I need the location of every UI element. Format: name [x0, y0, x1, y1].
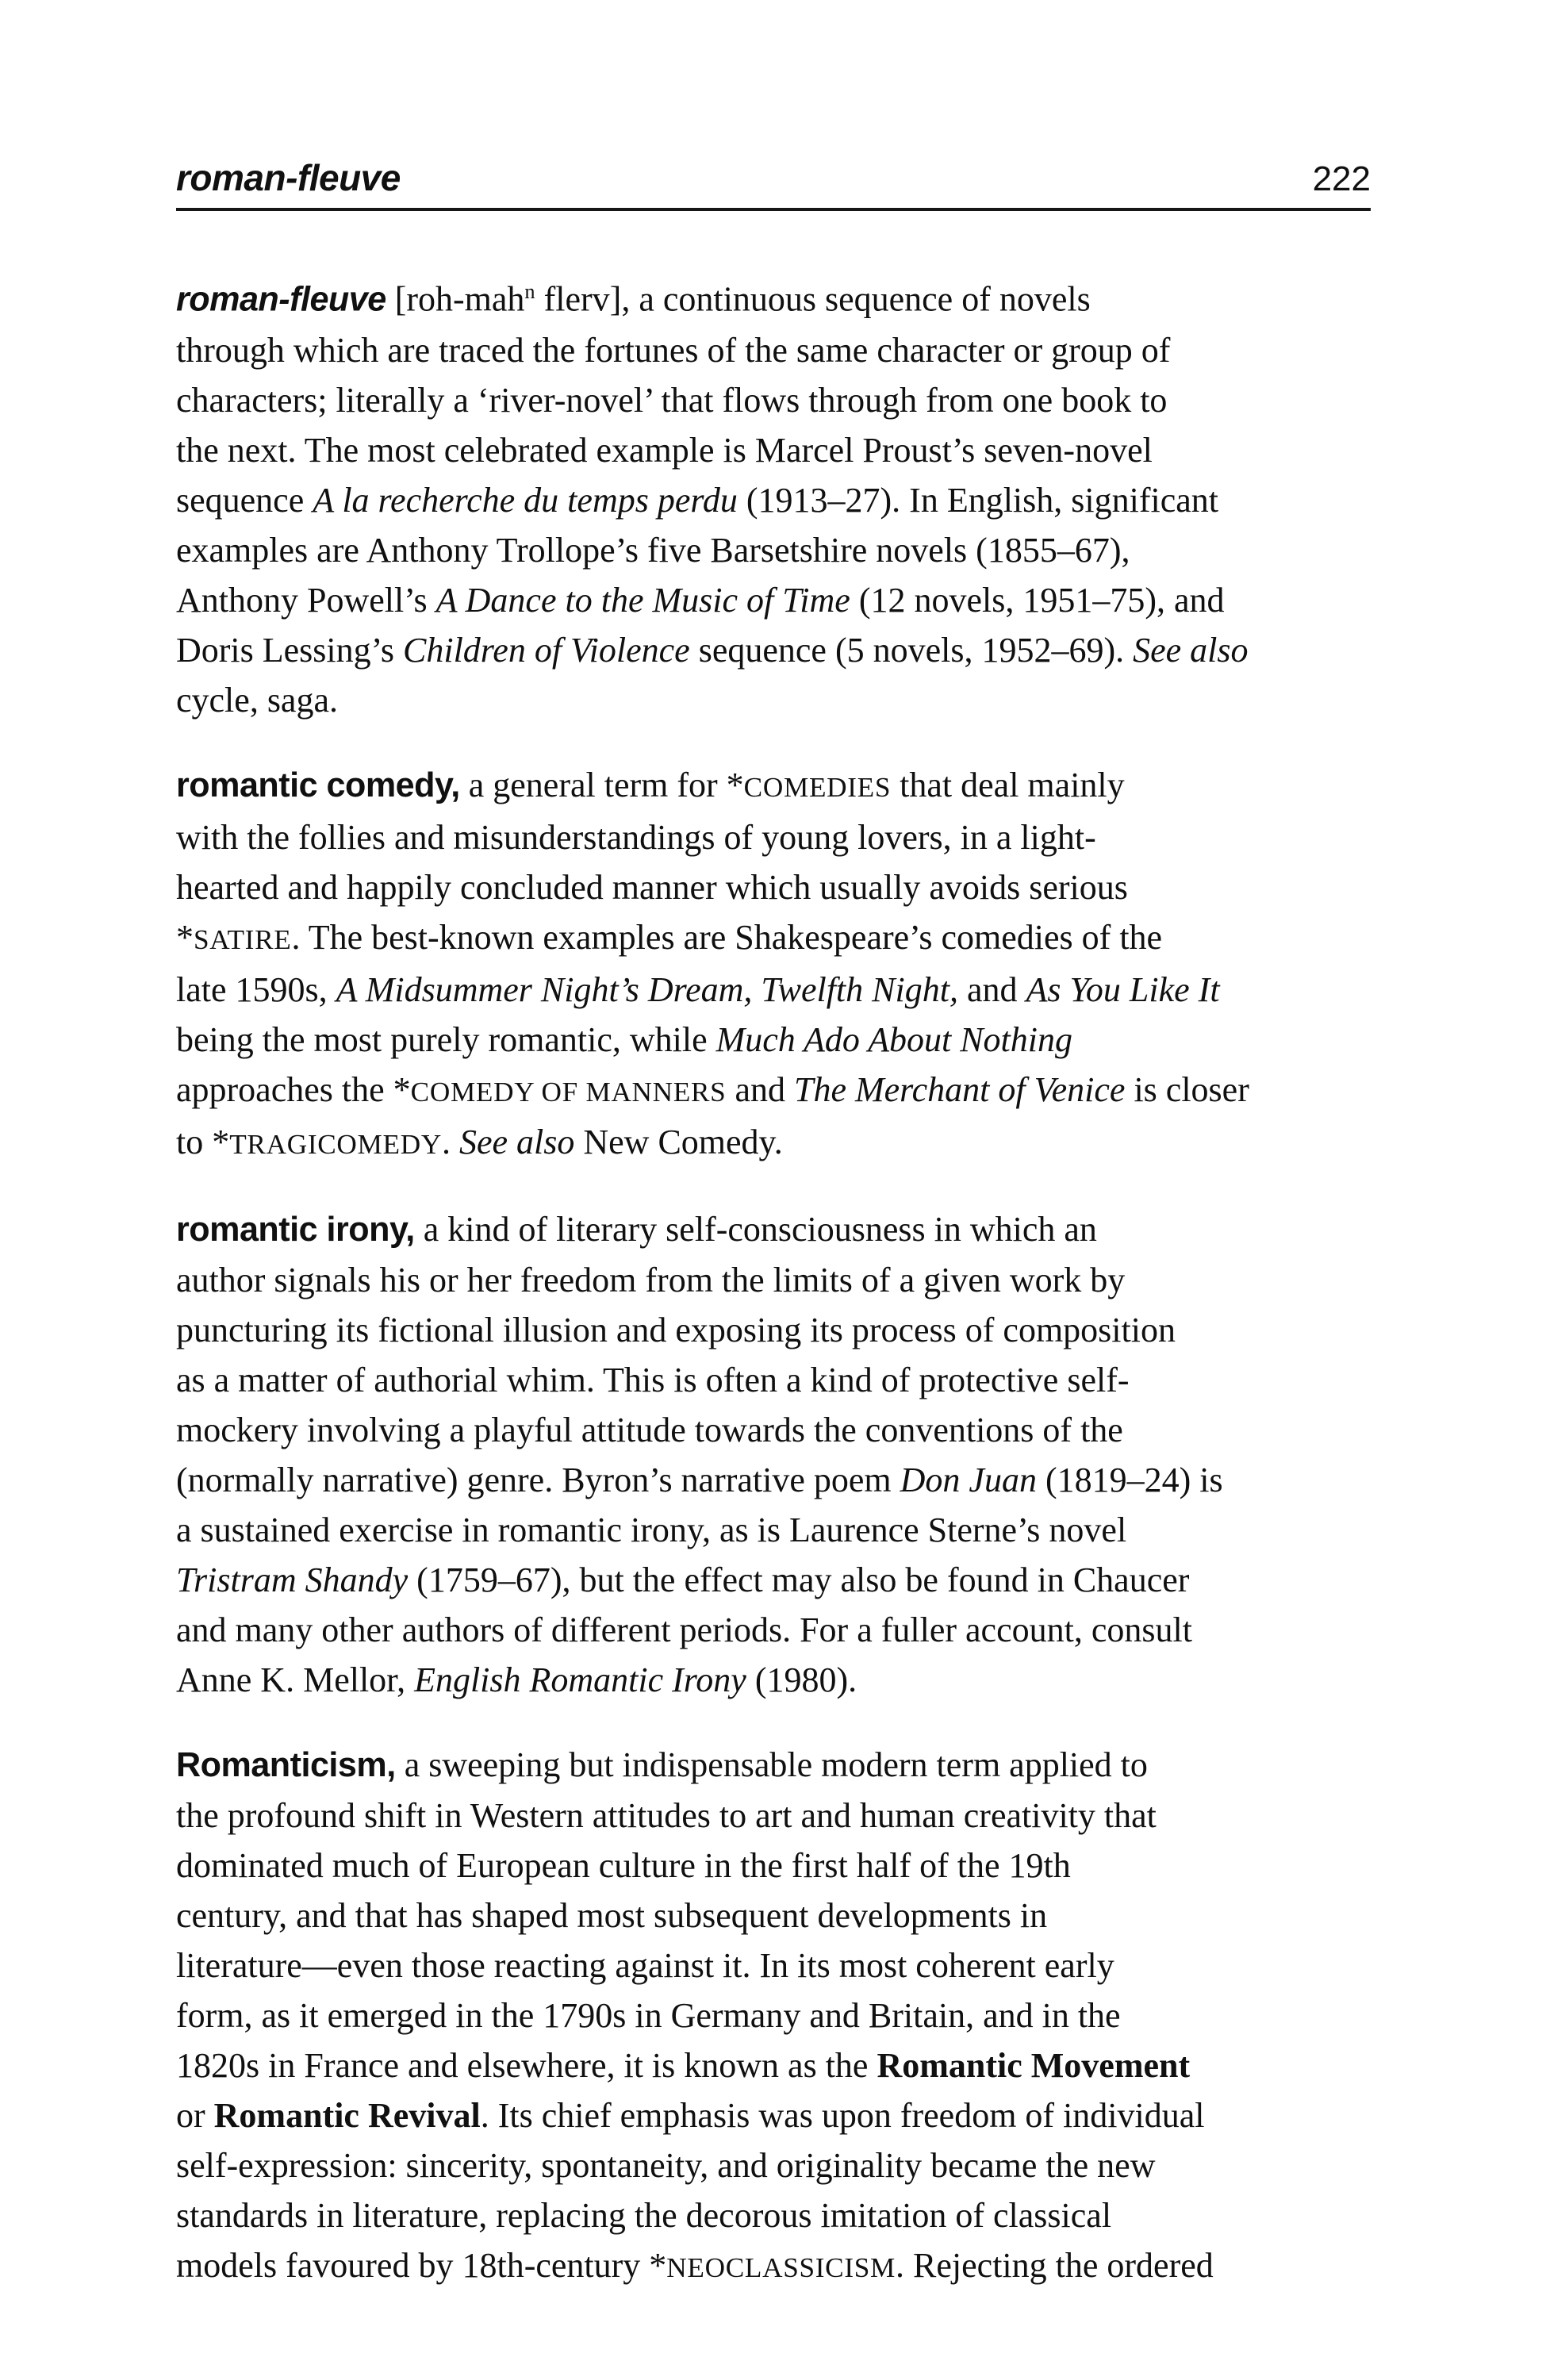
- dictionary-page: [176, 156, 1371, 2293]
- text-line: [176, 812, 1371, 862]
- text-run: or: [176, 2095, 214, 2135]
- text-run-sc: COMEDY OF MANNERS: [410, 1076, 727, 1107]
- text-run: is closer: [1125, 1069, 1249, 1109]
- text-line: [176, 1655, 1371, 1705]
- text-line: [176, 1990, 1371, 2040]
- text-line: [176, 2190, 1371, 2240]
- text-run: flerv], a continuous sequence of novels: [535, 279, 1091, 319]
- text-run-i: Children of Violence: [403, 630, 690, 670]
- text-line: [176, 525, 1371, 575]
- entry-romantic-comedy: [176, 760, 1371, 1169]
- entry-romanticism: [176, 1740, 1371, 2293]
- text-run-i: Much Ado About Nothing: [715, 1019, 1072, 1059]
- text-run: . Its chief emphasis was upon freedom of individual: [480, 2095, 1205, 2135]
- text-run: and: [957, 969, 1026, 1009]
- text-run: [roh-mah: [386, 279, 525, 319]
- text-line: [176, 1255, 1371, 1305]
- text-line: [176, 1505, 1371, 1555]
- text-run-i: Tristram Shandy: [176, 1560, 409, 1599]
- text-run: (1980).: [746, 1660, 857, 1699]
- text-run-hw: romantic irony,: [176, 1210, 415, 1249]
- text-run: and many other authors of different periods. For a fuller account, consult: [176, 1610, 1192, 1649]
- text-run: dominated much of European culture in the first half of the 19th: [176, 1845, 1071, 1885]
- text-run: . The best-known examples are Shakespeare’s comedies of the: [291, 917, 1163, 957]
- text-run: hearted and happily concluded manner which usually avoids serious: [176, 867, 1128, 907]
- text-run: (normally narrative) genre. Byron’s narrative poem: [176, 1460, 900, 1499]
- text-run-hw: Romanticism,: [176, 1745, 396, 1784]
- running-header-title: roman-fleuve: [176, 157, 401, 198]
- text-run: (1913–27). In English, significant: [737, 480, 1218, 520]
- text-run: standards in literature, replacing the decorous imitation of classical: [176, 2195, 1112, 2235]
- text-run: mockery involving a playful attitude towards the conventions of the: [176, 1410, 1123, 1449]
- text-run: the profound shift in Western attitudes to art and human creativity that: [176, 1795, 1157, 1835]
- text-run: Anthony Powell’s: [176, 580, 436, 620]
- text-line: [176, 1940, 1371, 1990]
- text-run: a kind of literary self-consciousness in which an: [414, 1209, 1097, 1249]
- entries: [176, 267, 1371, 2293]
- text-run: New Comedy.: [574, 1122, 783, 1161]
- text-run: with the follies and misunderstandings of young lovers, in a light-: [176, 817, 1096, 857]
- text-run-sc: TRAGICOMEDY: [229, 1128, 442, 1160]
- text-line: [176, 1305, 1371, 1355]
- text-run-b: Romantic Revival: [213, 2095, 481, 2135]
- text-run: (1759–67), but the effect may also be found in Chaucer: [408, 1560, 1190, 1599]
- text-run: through which are traced the fortunes of the same character or group of: [176, 330, 1171, 370]
- text-run: sequence: [176, 480, 313, 520]
- text-run: the next. The most celebrated example is Marcel Proust’s seven-novel: [176, 430, 1153, 470]
- entry-roman-fleuve: [176, 267, 1371, 725]
- text-run: puncturing its fictional illusion and exposing its process of composition: [176, 1310, 1176, 1349]
- entry-romantic-irony: [176, 1204, 1371, 1705]
- text-run: cycle, saga.: [176, 680, 338, 720]
- text-run: examples are Anthony Trollope’s five Barsetshire novels (1855–67),: [176, 530, 1130, 570]
- text-run: to *: [176, 1122, 230, 1161]
- text-line: [176, 965, 1371, 1015]
- text-line: [176, 1605, 1371, 1655]
- text-line: [176, 267, 1371, 325]
- text-run: approaches the *: [176, 1069, 411, 1109]
- text-line: [176, 675, 1371, 725]
- text-run-hw: romantic comedy,: [176, 766, 460, 804]
- text-line: [176, 1405, 1371, 1455]
- text-run-i: See also: [458, 1122, 575, 1161]
- text-run-i: See also: [1133, 630, 1249, 670]
- text-line: [176, 2140, 1371, 2190]
- text-line: [176, 1891, 1371, 1940]
- text-line: [176, 862, 1371, 912]
- text-run-sup: n: [524, 279, 535, 303]
- text-line: [176, 375, 1371, 425]
- text-line: [176, 1355, 1371, 1405]
- text-run: literature—even those reacting against it. In its most coherent early: [176, 1945, 1114, 1985]
- text-line: [176, 2040, 1371, 2090]
- text-run: a sweeping but indispensable modern term applied to: [395, 1745, 1148, 1784]
- text-run: models favoured by 18th-century *: [176, 2245, 667, 2285]
- text-run-i: A la recherche du temps perdu: [313, 480, 738, 520]
- text-run: self-expression: sincerity, spontaneity, and originality became the new: [176, 2145, 1156, 2185]
- text-run: being the most purely romantic, while: [176, 1019, 716, 1059]
- running-header: [176, 156, 1371, 198]
- text-line: [176, 1015, 1371, 1065]
- text-run: that deal mainly: [891, 765, 1125, 804]
- text-run-i: A Dance to the Music of Time: [435, 580, 850, 620]
- text-run-i: As You Like It: [1026, 969, 1220, 1009]
- text-run-i: The Merchant of Venice: [793, 1069, 1126, 1109]
- text-line: [176, 1791, 1371, 1841]
- text-run-sc: SATIRE: [194, 923, 292, 955]
- text-run: late 1590s,: [176, 969, 336, 1009]
- text-line: [176, 1065, 1371, 1117]
- text-line: [176, 760, 1371, 812]
- text-line: [176, 2090, 1371, 2140]
- text-run-i: Don Juan: [900, 1460, 1037, 1499]
- text-line: [176, 1555, 1371, 1605]
- text-run: characters; literally a ‘river-novel’ that flows through from one book to: [176, 380, 1168, 420]
- text-line: [176, 325, 1371, 375]
- text-run: . Rejecting the ordered: [896, 2245, 1214, 2285]
- text-run: *: [176, 917, 194, 957]
- text-line: [176, 2240, 1371, 2293]
- text-run: (12 novels, 1951–75), and: [850, 580, 1225, 620]
- text-run-sc: COMEDIES: [743, 771, 892, 803]
- text-run: as a matter of authorial whim. This is often a kind of protective self-: [176, 1360, 1130, 1399]
- text-line: [176, 1455, 1371, 1505]
- text-line: [176, 912, 1371, 965]
- text-line: [176, 1204, 1371, 1255]
- text-run: a general term for *: [459, 765, 744, 804]
- header-rule: [176, 208, 1371, 211]
- text-run-b: Romantic Movement: [877, 2045, 1191, 2085]
- text-run: .: [441, 1122, 459, 1161]
- text-run-sc: NEOCLASSICISM: [666, 2251, 896, 2283]
- text-run-i: English Romantic Irony: [414, 1660, 746, 1699]
- text-run: and: [726, 1069, 794, 1109]
- text-run: author signals his or her freedom from the limits of a given work by: [176, 1260, 1126, 1299]
- text-line: [176, 425, 1371, 475]
- page-number: 222: [1312, 159, 1371, 198]
- text-run-i: A Midsummer Night’s Dream, Twelfth Night,: [336, 969, 958, 1009]
- text-run: form, as it emerged in the 1790s in Germany and Britain, and in the: [176, 1995, 1121, 2035]
- text-run: Anne K. Mellor,: [176, 1660, 415, 1699]
- text-run-hw-i: roman-fleuve: [176, 280, 386, 319]
- text-line: [176, 575, 1371, 625]
- text-line: [176, 1740, 1371, 1791]
- text-run: century, and that has shaped most subsequent developments in: [176, 1895, 1048, 1935]
- text-line: [176, 1841, 1371, 1891]
- text-run: Doris Lessing’s: [176, 630, 403, 670]
- text-run: (1819–24) is: [1036, 1460, 1223, 1499]
- text-run: 1820s in France and elsewhere, it is known as the: [176, 2045, 877, 2085]
- text-run: sequence (5 novels, 1952–69).: [689, 630, 1134, 670]
- text-line: [176, 1117, 1371, 1169]
- text-run: a sustained exercise in romantic irony, as is Laurence Sterne’s novel: [176, 1510, 1127, 1549]
- text-line: [176, 625, 1371, 675]
- text-line: [176, 475, 1371, 525]
